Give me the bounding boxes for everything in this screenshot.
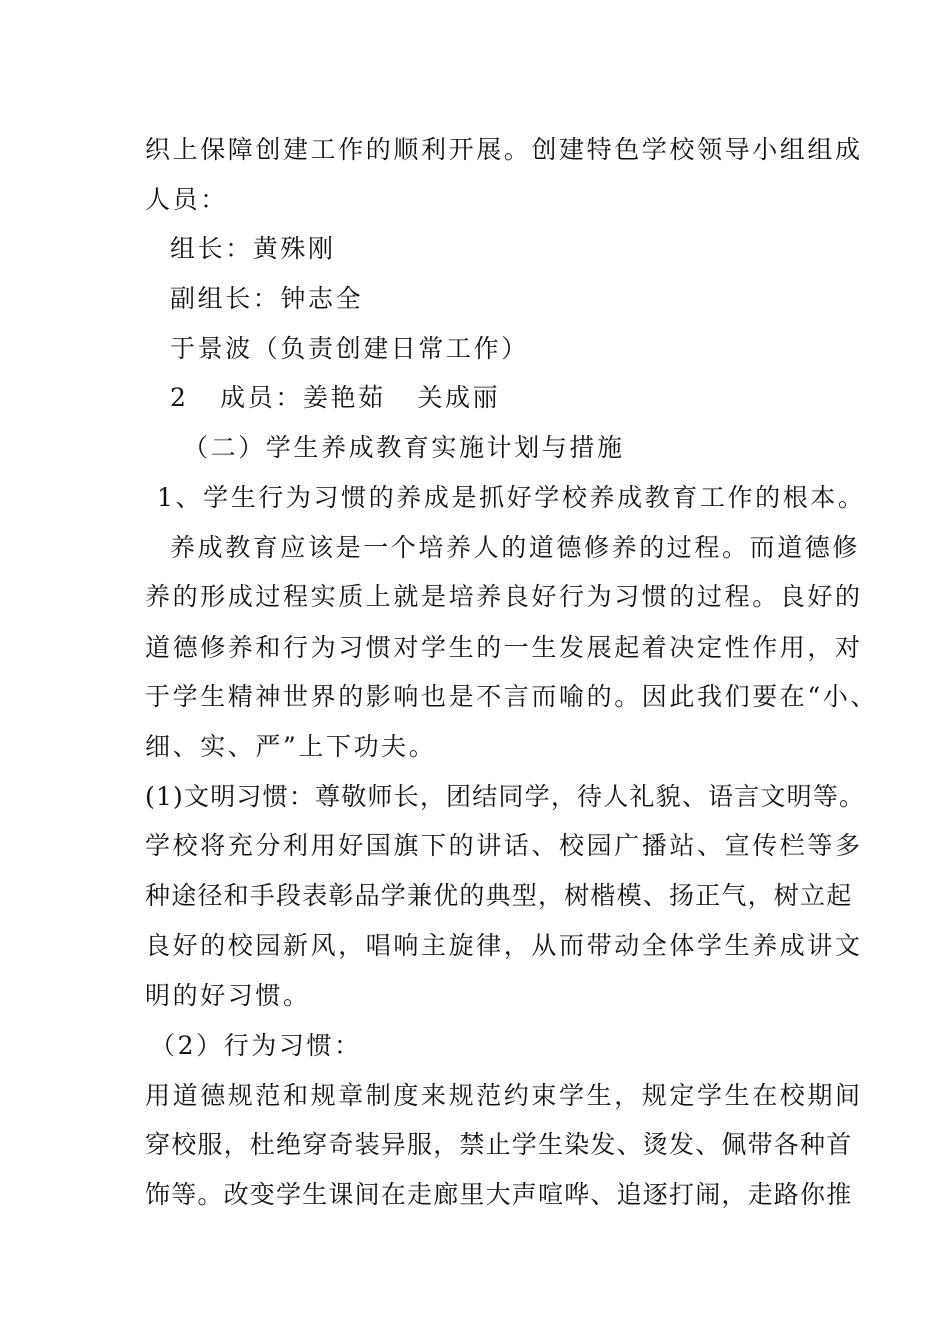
text-line: 于景波（负责创建日常工作） [170, 334, 529, 363]
text-line: 道德修养和行为习惯对学生的一生发展起着决定性作用，对 [145, 633, 863, 662]
text-line: 于学生精神世界的影响也是不言而喻的。因此我们要在“小、 [145, 682, 878, 711]
text-line: 穿校服，杜绝穿奇装异服，禁止学生染发、烫发、佩带各种首 [145, 1130, 853, 1159]
text-line: 饰等。改变学生课间在走廊里大声喧哗、追逐打闹，走路你推 [145, 1180, 853, 1209]
text-line: 细、实、严”上下功夫。 [145, 732, 437, 761]
text-line: 组长：黄殊刚 [170, 234, 336, 263]
text-line: 养成教育应该是一个培养人的道德修养的过程。而道德修 [170, 533, 861, 562]
text-line: 养的形成过程实质上就是培养良好行为习惯的过程。良好的 [145, 582, 863, 611]
text-line: 1、学生行为习惯的养成是抓好学校养成教育工作的根本。 [157, 483, 866, 512]
text-line: 学校将充分利用好国旗下的讲话、校园广播站、宣传栏等多 [145, 831, 863, 860]
text-line: 织上保障创建工作的顺利开展。创建特色学校领导小组组成 [145, 135, 863, 164]
text-line: 良好的校园新风，唱响主旋律，从而带动全体学生养成讲文 [145, 931, 863, 960]
section-heading: （二）学生养成教育实施计划与措施 [183, 433, 625, 462]
text-line: 副组长：钟志全 [170, 284, 364, 313]
text-line: （2）行为习惯： [150, 1031, 362, 1060]
text-line: 种途径和手段表彰品学兼优的典型，树楷模、扬正气，树立起 [145, 881, 853, 910]
text-line: 2 成员：姜艳茹 关成丽 [170, 383, 501, 412]
text-line: 人员： [145, 185, 228, 214]
text-line: (1)文明习惯：尊敬师长，团结同学，待人礼貌、语言文明等。 [145, 782, 866, 811]
text-line: 用道德规范和规章制度来规范约束学生，规定学生在校期间 [145, 1081, 863, 1110]
text-line: 明的好习惯。 [145, 981, 311, 1010]
